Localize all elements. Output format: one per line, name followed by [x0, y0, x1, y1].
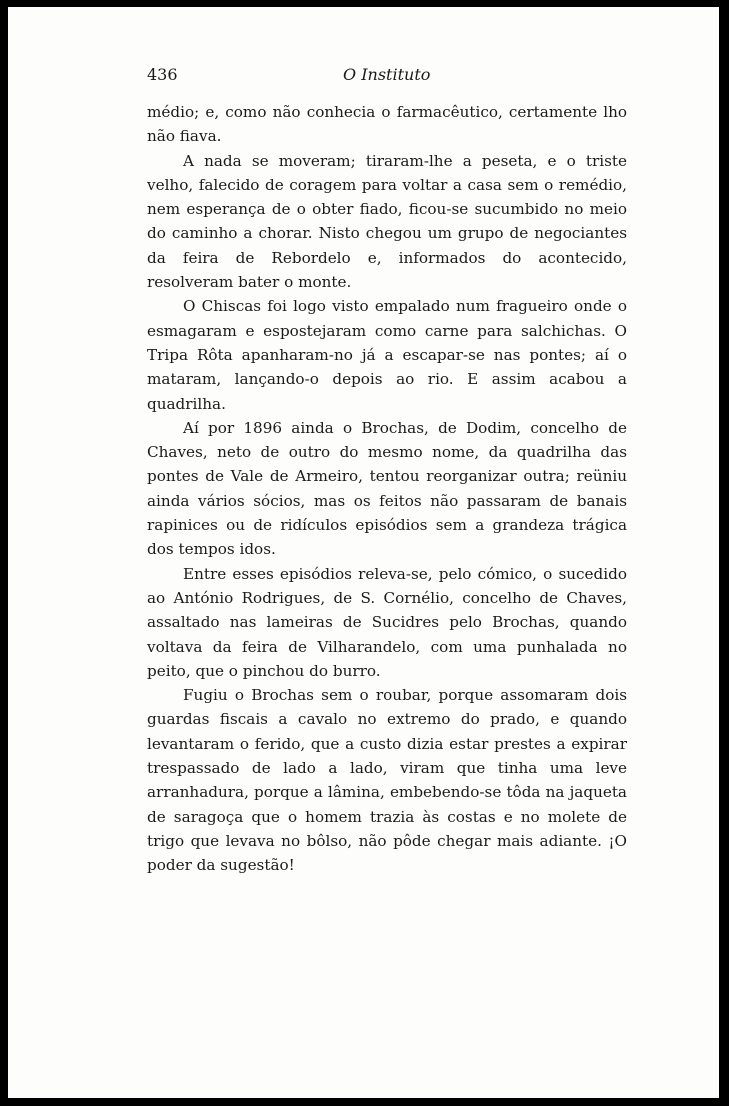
page-number: 436 [147, 65, 178, 84]
journal-title: O Instituto [343, 65, 431, 84]
paragraph: médio; e, como não conhecia o farmacêutico, certamente lho não fiava. [147, 103, 627, 146]
paragraph: Fugiu o Brochas sem o roubar, porque assomaram dois guardas fiscais a cavalo no extremo do prado, e quando levantaram o ferido, que a custo dizia estar prestes a expirar trespassado de lado a lado, viram que tinha uma leve arranhadura, porque a lâmina, embebendo-se tôda na jaqueta de saragoça que o homem trazia às costas e no molete de trigo que levava no bôlso, não pôde chegar mais adiante. ¡O poder da sugestão! [147, 686, 627, 875]
paragraph: A nada se moveram; tiraram-lhe a peseta, e o triste velho, falecido de coragem para voltar a casa sem o remédio, nem esperança de o obter fiado, ficou-se sucumbido no meio do caminho a chorar. Nisto chegou um grupo de negociantes da feira de Rebordelo e, informados do acontecido, resolveram bater o monte. [147, 151, 627, 292]
paragraph: Aí por 1896 ainda o Brochas, de Dodim, concelho de Chaves, neto de outro do mesmo nome, da quadrilha das pontes de Vale de Armeiro, tentou reorganizar outra; reüniu ainda vários sócios, mas os feitos não passaram de banais rapinices ou de ridículos episódios sem a grandeza trágica dos tempos idos. [147, 418, 627, 559]
running-head [147, 65, 627, 89]
book-page [8, 7, 719, 1098]
paragraph: Entre esses episódios releva-se, pelo cómico, o sucedido ao António Rodrigues, de S. Cornélio, concelho de Chaves, assaltado nas lameiras de Sucidres pelo Brochas, quando voltava da feira de Vilharandelo, com uma punhalada no peito, que o pinchou do burro. [147, 564, 627, 680]
body-text [147, 100, 627, 878]
paragraph: O Chiscas foi logo visto empalado num fragueiro onde o esmagaram e espostejaram como carne para salchichas. O Tripa Rôta apanharam-no já a escapar-se nas pontes; aí o mataram, lançando-o depois ao rio. E assim acabou a quadrilha. [147, 297, 627, 413]
